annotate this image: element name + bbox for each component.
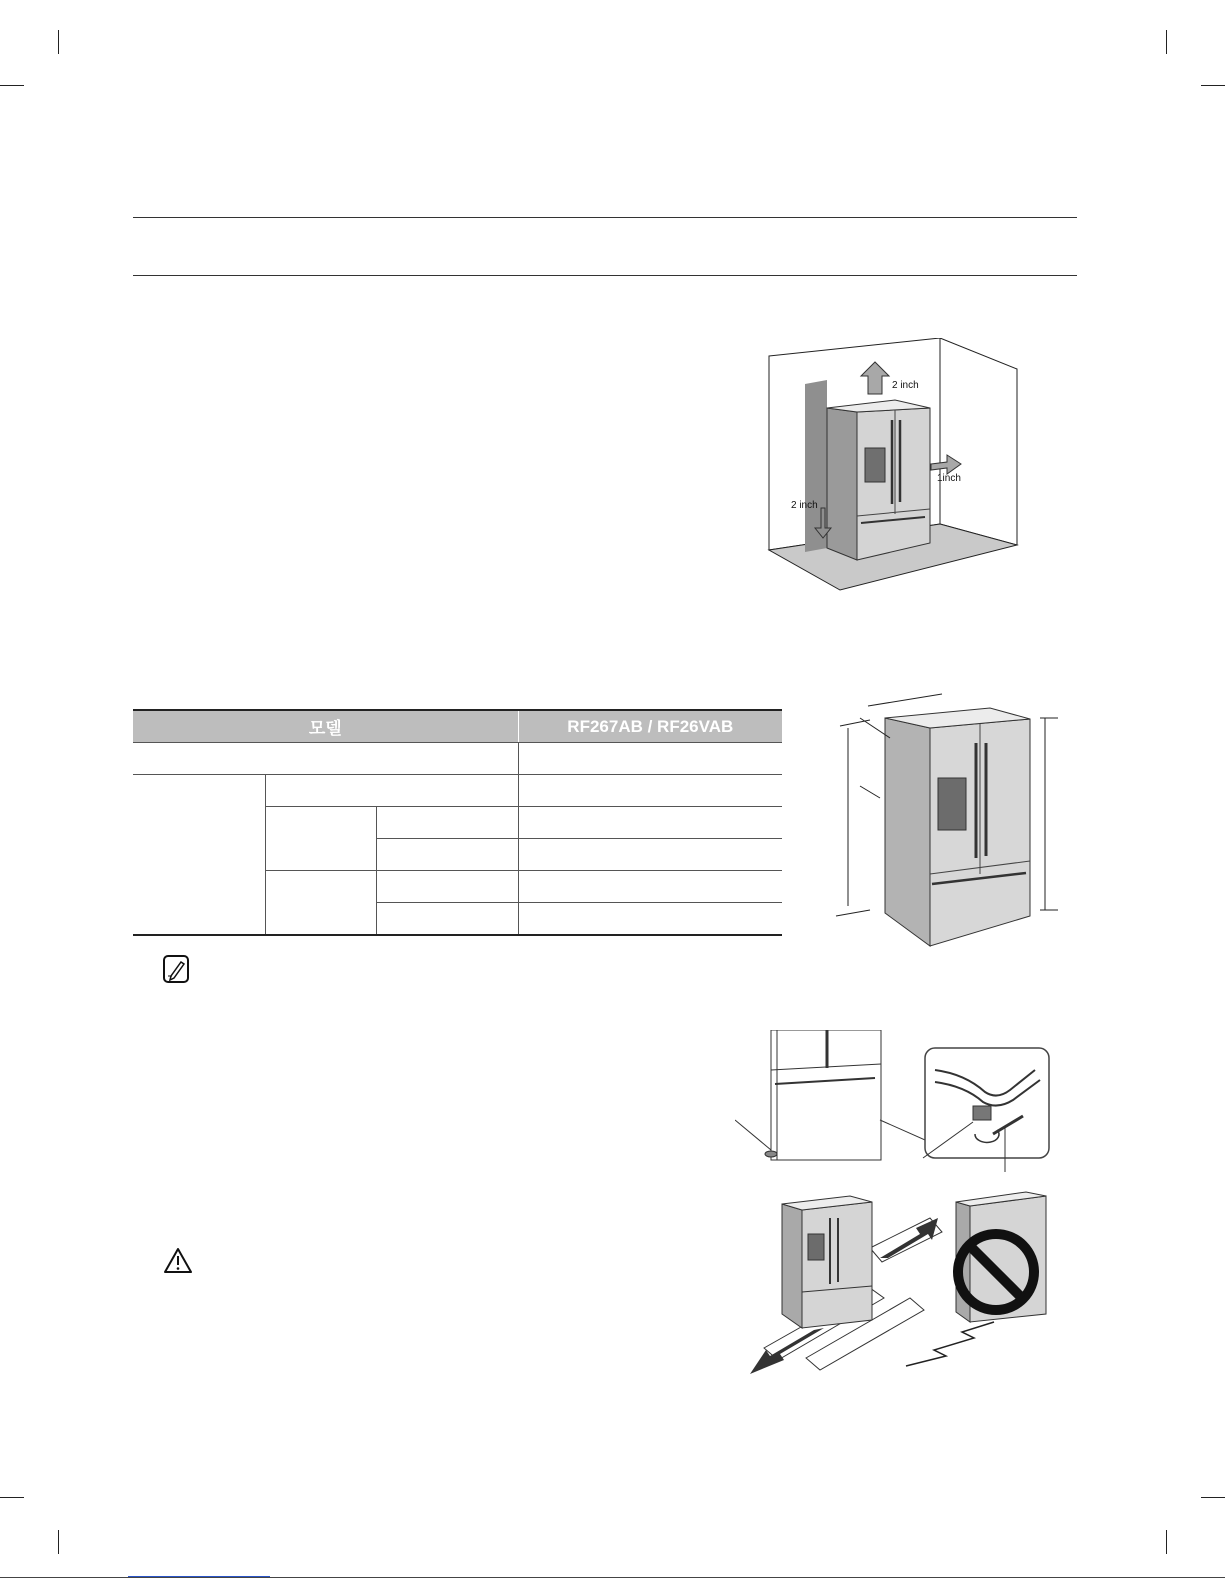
crop-mark-bottom-left-v	[58, 1530, 59, 1554]
zigzag-arrow-icon	[906, 1322, 994, 1366]
table-cell	[376, 903, 518, 936]
table-cell-subgroup	[265, 807, 376, 871]
fridge-move-side	[782, 1204, 802, 1328]
spec-table	[133, 709, 782, 936]
table-header-model-number: RF267AB / RF26VAB	[518, 710, 782, 743]
crop-mark-top-right-v	[1166, 30, 1167, 54]
moving-figure	[750, 1188, 1060, 1388]
crop-mark-bottom-right-h	[1201, 1497, 1225, 1498]
clearance-figure	[765, 338, 1030, 598]
label-side-clearance: 1inch	[937, 473, 961, 484]
dimensions-figure	[830, 688, 1070, 958]
crop-mark-bottom-right-v	[1166, 1530, 1167, 1554]
fridge-front	[857, 408, 930, 560]
header-rule-bottom	[133, 275, 1077, 276]
right-wall	[940, 338, 1017, 545]
table-cell	[376, 807, 518, 839]
table-row	[133, 743, 782, 775]
table-cell	[376, 839, 518, 871]
fridge-dispenser	[865, 448, 885, 482]
table-cell-group	[133, 775, 265, 936]
table-header-model: 모델	[133, 710, 518, 743]
label-back-clearance: 2 inch	[791, 500, 818, 511]
crop-mark-top-left-h	[0, 85, 24, 86]
table-cell	[518, 903, 782, 936]
table-cell	[265, 775, 518, 807]
leveling-figure	[735, 1030, 1065, 1175]
table-cell-subgroup	[265, 871, 376, 936]
table-cell	[376, 871, 518, 903]
table-cell	[518, 807, 782, 839]
fridge-dim-side	[885, 718, 930, 946]
note-icon	[162, 954, 192, 986]
table-cell	[133, 743, 518, 775]
crop-mark-top-right-h	[1201, 85, 1225, 86]
fridge-dim-dispenser	[938, 778, 966, 830]
table-cell	[518, 871, 782, 903]
table-row	[133, 775, 782, 807]
table-header-row	[133, 710, 782, 743]
caution-icon	[163, 1247, 193, 1275]
crop-mark-bottom-left-h	[0, 1497, 24, 1498]
label-top-clearance: 2 inch	[892, 380, 919, 391]
fridge-side	[827, 408, 857, 560]
table-cell	[518, 775, 782, 807]
table-cell	[518, 743, 782, 775]
footer-rule	[0, 1577, 1225, 1578]
crop-mark-top-left-v	[58, 30, 59, 54]
header-rule-top	[133, 217, 1077, 218]
table-cell	[518, 839, 782, 871]
